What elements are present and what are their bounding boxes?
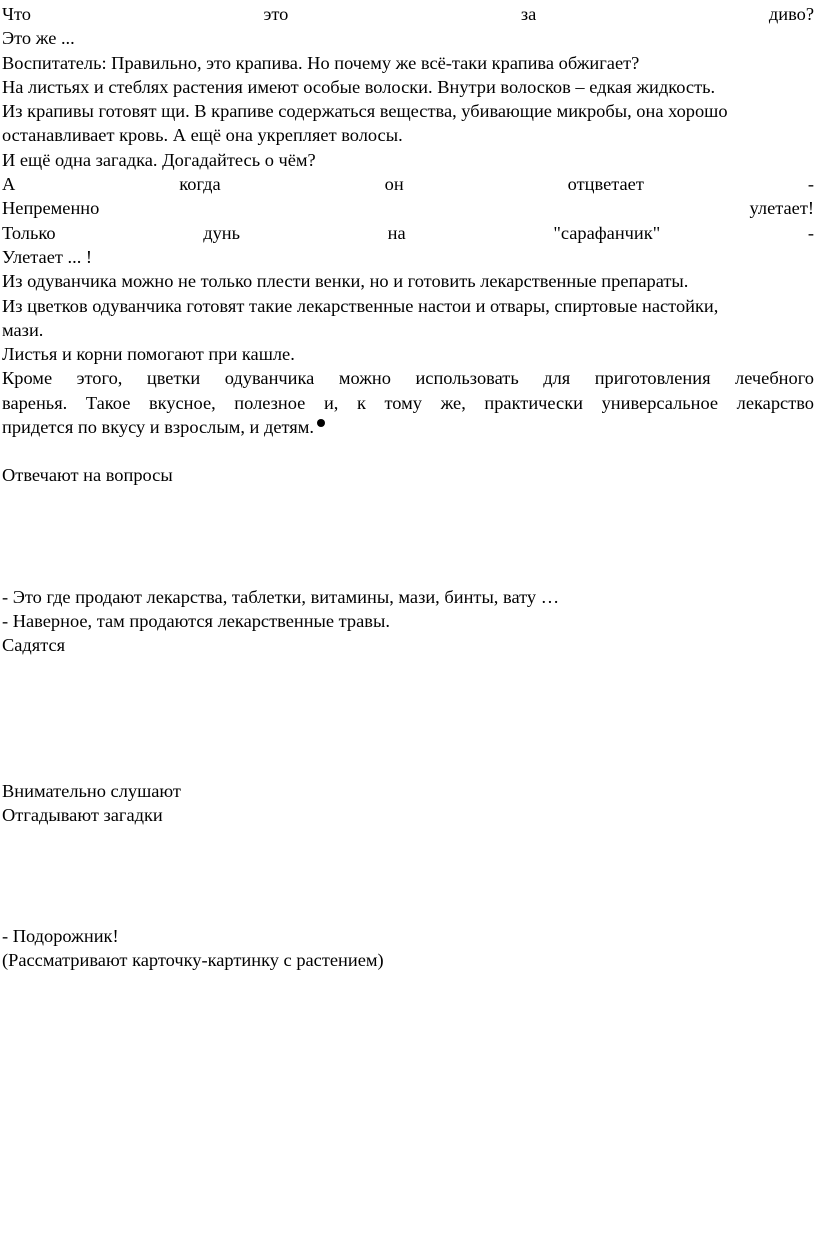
look-at-card: (Рассматривают карточку-картинку с растением) — [2, 950, 384, 971]
dandelion-p4-line3 — [2, 415, 814, 439]
riddle2-word: "сарафанчик" — [553, 222, 661, 243]
riddle2-word: отцветает — [567, 174, 644, 195]
pharmacy-answer-2: - Наверное, там продаются лекарственные травы. — [2, 610, 390, 631]
pharmacy-answer-1: - Это где продают лекарства, таблетки, витамины, мази, бинты, вату … — [2, 586, 560, 607]
guess-riddles: Отгадывают загадки — [2, 804, 163, 825]
riddle1-line1 — [2, 2, 814, 26]
riddle2-word: на — [387, 222, 406, 243]
listen-attentively: Внимательно слушают — [2, 780, 181, 801]
dandelion-p3: Листья и корни помогают при кашле. — [2, 344, 295, 365]
riddle2-word: А — [2, 174, 16, 195]
teacher-nettle-uses-2: останавливает кровь. А ещё она укрепляет волосы. — [2, 125, 403, 146]
riddle1-word: диво? — [768, 4, 814, 24]
riddle1-word: это — [263, 4, 289, 24]
riddle2-line1 — [2, 172, 814, 196]
teacher-nettle-answer: Воспитатель: Правильно, это крапива. Но почему же всё-таки крапива обжигает? — [2, 52, 640, 73]
riddle2-line4: Улетает ... ! — [2, 246, 93, 267]
riddle2-line2 — [2, 196, 814, 220]
answer-questions: Отвечают на вопросы — [2, 465, 173, 486]
teacher-nettle-hairs: На листьях и стеблях растения имеют особые волоски. Внутри волосков – едкая жидкость. — [2, 76, 716, 97]
riddle2-word: Только — [2, 222, 56, 243]
teacher-next-riddle: И ещё одна загадка. Догадайтесь о чём? — [2, 149, 316, 170]
riddle2-word: он — [384, 174, 404, 195]
riddle2-word: когда — [179, 174, 221, 195]
dandelion-p2-line2: мази. — [2, 319, 44, 340]
dandelion-p2-line1: Из цветков одуванчика готовят такие лекарственные настои и отвары, спиртовые настойки, — [2, 295, 719, 316]
dandelion-p4-line2: варенья. Такое вкусное, полезное и, к тому же, практически универсальное лекарство — [2, 392, 814, 413]
riddle1-line2: Это же ... — [2, 28, 75, 49]
riddle2-word: - — [807, 174, 814, 195]
riddle2-word: - — [807, 222, 814, 243]
riddle2-word: улетает! — [749, 198, 814, 219]
dandelion-p4-line1: Кроме этого, цветки одуванчика можно использовать для приготовления лечебного — [2, 368, 814, 389]
riddle2-word: Непременно — [2, 198, 100, 219]
riddle1-word: за — [520, 4, 537, 24]
document-page — [2, 0, 814, 973]
sit-down: Садятся — [2, 635, 66, 656]
riddle2-line3 — [2, 221, 814, 245]
riddle1-word: Что — [2, 4, 31, 24]
riddle2-word: дунь — [203, 222, 241, 243]
teacher-nettle-uses-1: Из крапивы готовят щи. В крапиве содержаться вещества, убивающие микробы, она хорошо — [2, 101, 728, 122]
plantain-answer: - Подорожник! — [2, 926, 119, 947]
bullet-dot-icon — [317, 419, 325, 427]
dandelion-p1: Из одуванчика можно не только плести венки, но и готовить лекарственные препараты. — [2, 271, 689, 292]
dandelion-p4-line3-text: придется по вкусу и взрослым, и детям. — [2, 417, 314, 438]
